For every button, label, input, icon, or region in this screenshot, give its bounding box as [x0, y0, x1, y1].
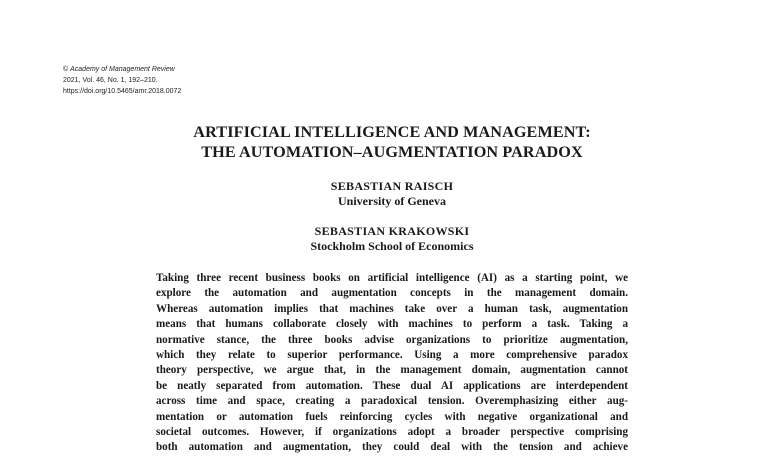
journal-issue-line: 2021, Vol. 46, No. 1, 192–210.: [63, 77, 158, 84]
author-affiliation: Stockholm School of Economics: [310, 239, 474, 253]
journal-citation: [63, 64, 181, 97]
abstract: [156, 271, 628, 456]
abstract-line: which they relate to superior performance. Using a more comprehensive paradox: [156, 349, 628, 362]
abstract-line: Whereas automation implies that machines take over a human task, augmentation: [156, 302, 628, 315]
article-title-line-2: THE AUTOMATION–AUGMENTATION PARADOX: [201, 143, 583, 161]
author-block-2: [0, 224, 784, 254]
abstract-line: across time and space, creating a paradoxical tension. Overemphasizing either aug-: [156, 395, 628, 408]
copyright-symbol: ©: [63, 66, 71, 73]
author-name: SEBASTIAN RAISCH: [330, 179, 454, 193]
author-name: SEBASTIAN KRAKOWSKI: [314, 224, 470, 238]
journal-name-line: [63, 64, 181, 75]
abstract-line: theory perspective, we argue that, in the management domain, augmentation cannot: [156, 364, 628, 377]
journal-doi-line: https://doi.org/10.5465/amr.2018.0072: [63, 88, 182, 95]
abstract-line: both automation and augmentation, they could deal with the tension and achieve: [156, 441, 628, 454]
abstract-line: societal outcomes. However, if organizations adopt a broader perspective comprising: [156, 426, 628, 439]
author-affiliation: University of Geneva: [338, 194, 446, 208]
abstract-line: be neatly separated from automation. These dual AI applications are interdependent: [156, 379, 628, 392]
article-title: [0, 122, 784, 162]
author-block-1: [0, 179, 784, 209]
abstract-line: mentation or automation fuels reinforcing cycles with negative organizational and: [156, 410, 628, 423]
article-title-line-1: ARTIFICIAL INTELLIGENCE AND MANAGEMENT:: [193, 123, 591, 141]
abstract-line: normative stance, the three books advise organizations to prioritize augmentation,: [156, 333, 628, 346]
abstract-line: Taking three recent business books on artificial intelligence (AI) as a starting point, we: [156, 272, 628, 284]
journal-name: Academy of Management Review: [70, 66, 175, 73]
abstract-line: explore the automation and augmentation concepts in the management domain.: [156, 287, 628, 300]
abstract-line: means that humans collaborate closely with machines to perform a task. Taking a: [156, 318, 628, 331]
